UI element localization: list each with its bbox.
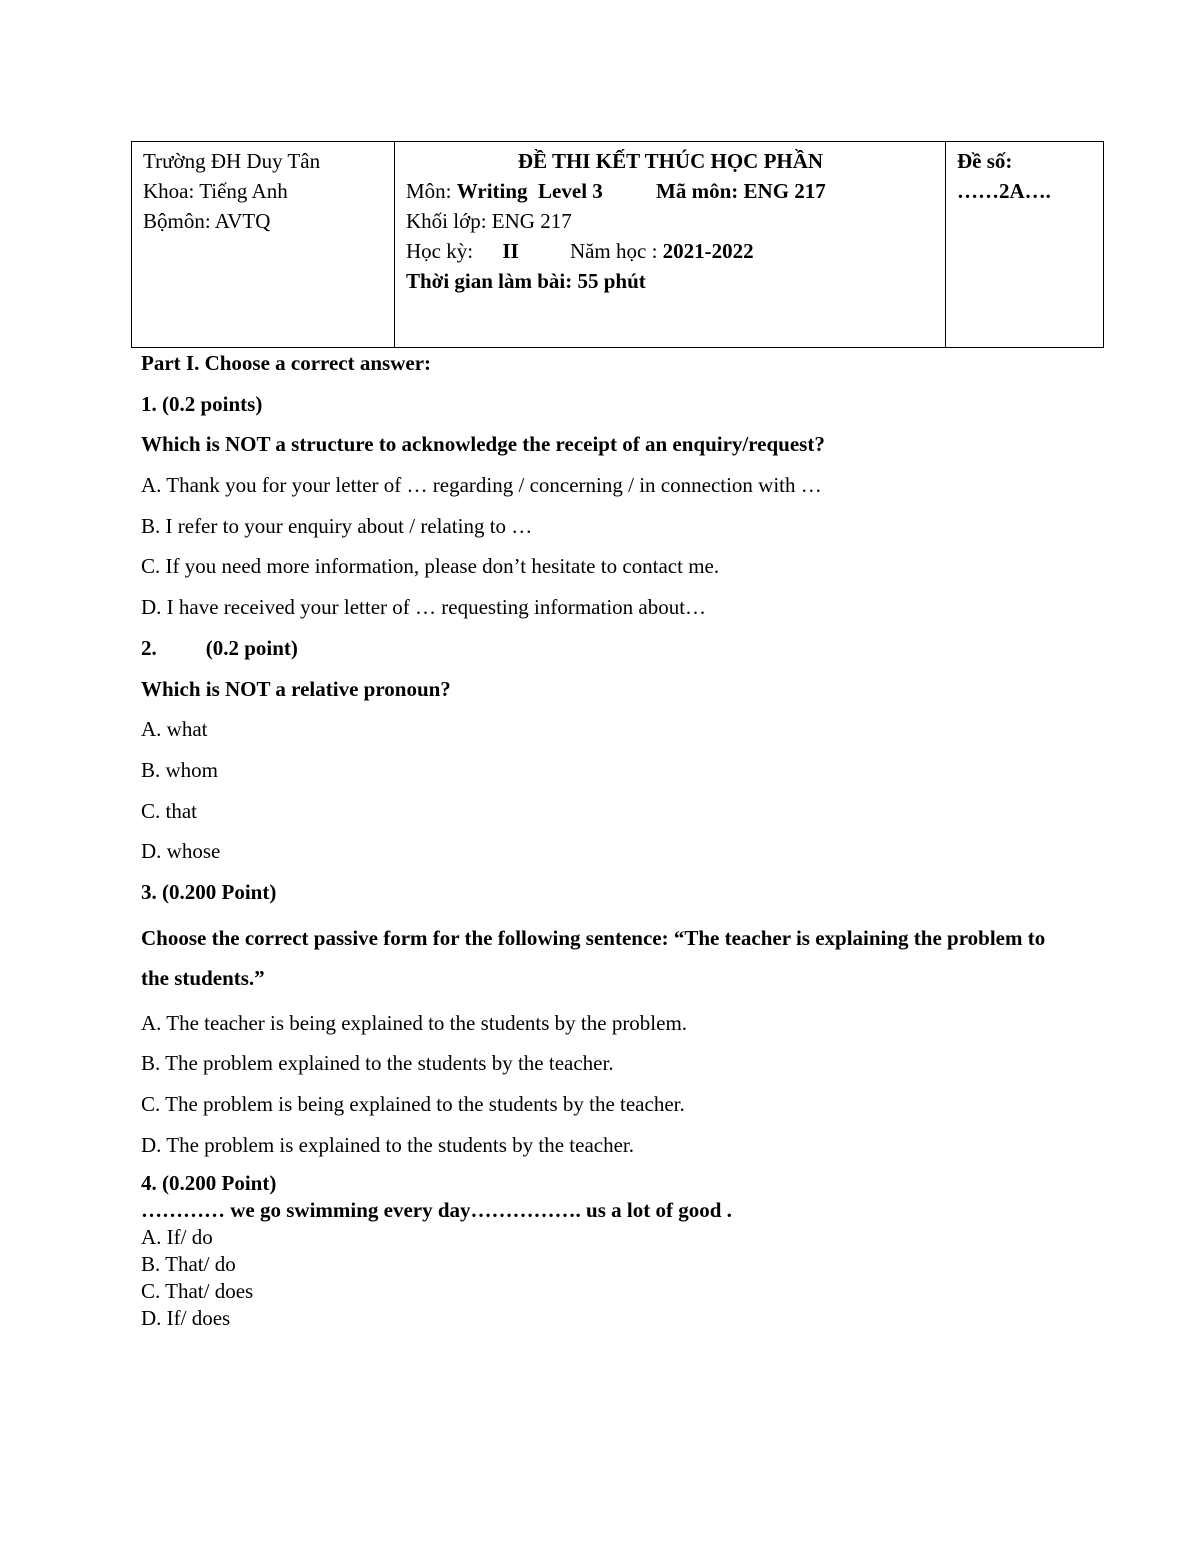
school-name: Trường ĐH Duy Tân — [143, 149, 321, 173]
question-4-option-a: A. If/ do — [141, 1225, 213, 1250]
class-line — [406, 206, 935, 236]
class-value: ENG 217 — [491, 209, 572, 233]
question-1-option-a: A. Thank you for your letter of … regarding / concerning / in connection with … — [141, 473, 822, 498]
exam-header-table — [131, 141, 1104, 348]
question-2-option-b: B. whom — [141, 757, 219, 782]
exam-number-label: Đề số: — [957, 149, 1013, 173]
class-label: Khối lớp: — [406, 209, 487, 233]
faculty: Khoa: Tiếng Anh — [143, 179, 288, 203]
question-4-prompt: ………… we go swimming every day……………. us a lot of good . — [141, 1198, 732, 1223]
question-2-option-c: C. that — [141, 798, 197, 823]
subject-value: Writing Level 3 — [456, 179, 603, 203]
school-info-cell — [132, 142, 395, 348]
question-2-prompt: Which is NOT a relative pronoun? — [141, 676, 451, 701]
question-4-number: 4. (0.200 Point) — [141, 1171, 277, 1196]
time-line — [406, 266, 935, 296]
question-2-option-d: D. whose — [141, 839, 221, 864]
semester-line — [406, 236, 935, 266]
course-code: Mã môn: ENG 217 — [656, 179, 826, 203]
question-4-option-c: C. That/ does — [141, 1279, 254, 1304]
question-2-number-line — [141, 633, 1071, 663]
year-value: 2021-2022 — [662, 239, 754, 263]
time-label: Thời gian làm bài: — [406, 269, 573, 293]
part-title: Part I. Choose a correct answer: — [141, 351, 432, 375]
exam-content — [141, 348, 1071, 1332]
question-4-option-d: D. If/ does — [141, 1306, 231, 1331]
question-2-points: (0.2 point) — [205, 635, 298, 660]
exam-title: ĐỀ THI KẾT THÚC HỌC PHẦN — [517, 149, 824, 173]
question-2-number: 2. — [141, 635, 157, 660]
time-value: 55 phút — [577, 269, 646, 293]
question-1-option-b: B. I refer to your enquiry about / relating to … — [141, 513, 533, 538]
question-3-prompt: Choose the correct passive form for the following sentence: “The teacher is explaining the problem to the students.” — [141, 925, 1046, 990]
question-1-number: 1. (0.2 points) — [141, 391, 263, 416]
question-1-prompt: Which is NOT a structure to acknowledge the receipt of an enquiry/request? — [141, 432, 825, 457]
exam-info-cell — [395, 142, 946, 348]
year-label: Năm học : — [569, 239, 658, 263]
question-4-option-b: B. That/ do — [141, 1252, 236, 1277]
question-3-number: 3. (0.200 Point) — [141, 879, 277, 904]
department: Bộmôn: AVTQ — [143, 209, 271, 233]
question-3-option-b: B. The problem explained to the students by the teacher. — [141, 1051, 614, 1076]
question-3-option-c: C. The problem is being explained to the students by the teacher. — [141, 1092, 685, 1116]
semester-value: II — [502, 239, 519, 263]
question-1-option-d: D. I have received your letter of … requesting information about… — [141, 595, 707, 620]
question-3-option-d: D. The problem is explained to the students by the teacher. — [141, 1132, 634, 1157]
exam-number-cell — [946, 142, 1104, 348]
question-3-option-a: A. The teacher is being explained to the students by the problem. — [141, 1010, 688, 1035]
exam-number-value: ……2A…. — [957, 179, 1051, 203]
subject-line — [406, 176, 935, 206]
question-1-option-c: C. If you need more information, please don’t hesitate to contact me. — [141, 554, 720, 579]
semester-label: Học kỳ: — [406, 239, 474, 263]
subject-label: Môn: — [406, 179, 452, 203]
question-2-option-a: A. what — [141, 717, 208, 742]
